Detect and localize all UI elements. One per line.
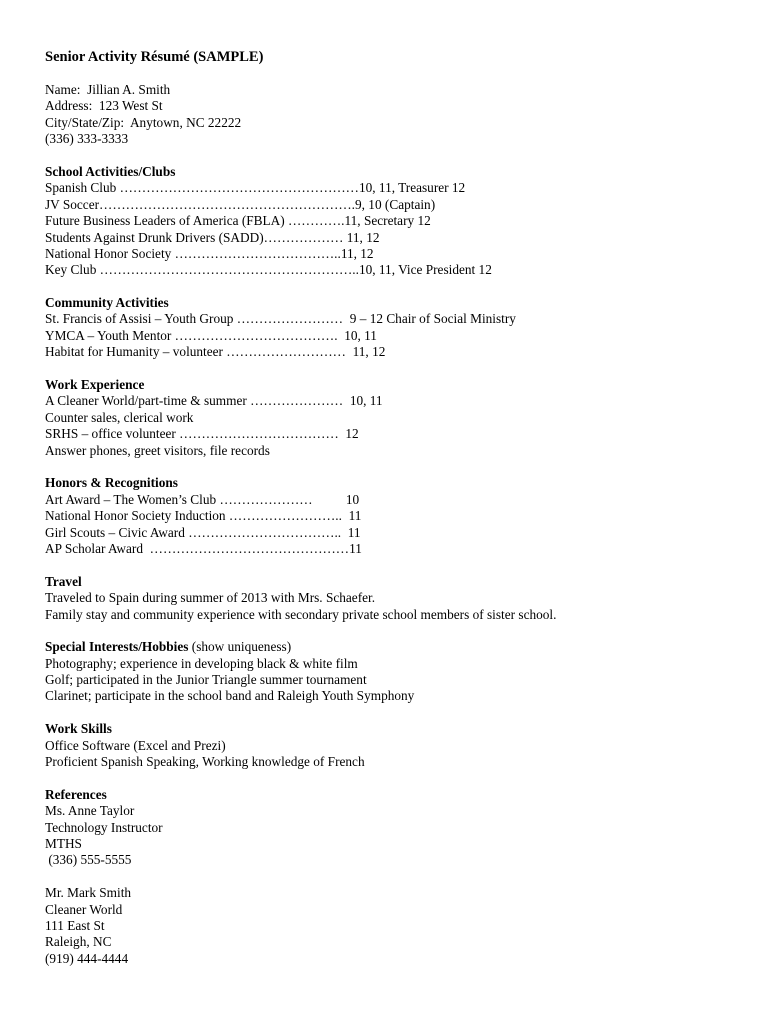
contact-phone: (336) 333-3333 <box>45 131 129 147</box>
contact-block <box>45 82 745 148</box>
section-heading: School Activities/Clubs <box>45 163 176 179</box>
spacer <box>45 705 745 721</box>
references-section <box>45 787 745 967</box>
travel-line: Traveled to Spain during summer of 2013 with Mrs. Schaefer. <box>45 590 376 606</box>
section-heading: Honors & Recognitions <box>45 475 178 491</box>
activity-line: Habitat for Humanity – volunteer ……………………… 11, 12 <box>45 344 386 360</box>
activity-line: National Honor Society ………………………………..11, 12 <box>45 245 374 261</box>
interest-line: Golf; participated in the Junior Triangle summer tournament <box>45 672 367 688</box>
community-activities-section <box>45 295 745 361</box>
activity-line: Students Against Drunk Drivers (SADD)……………… 11, 12 <box>45 229 380 245</box>
spacer <box>45 770 745 786</box>
work-line: SRHS – office volunteer ……………………………… 12 <box>45 426 359 442</box>
contact-address: Address: 123 West St <box>45 98 163 114</box>
reference-line: Ms. Anne Taylor <box>45 803 135 819</box>
contact-name: Name: Jillian A. Smith <box>45 82 171 97</box>
reference-line: (336) 555-5555 <box>45 852 132 868</box>
honor-line: Girl Scouts – Civic Award …………………………….. 11 <box>45 524 361 540</box>
section-heading: Work Experience <box>45 377 145 393</box>
work-line: Answer phones, greet visitors, file records <box>45 442 270 458</box>
school-activities-section <box>45 164 745 279</box>
skill-line: Office Software (Excel and Prezi) <box>45 737 226 753</box>
activity-line: Future Business Leaders of America (FBLA) ………….11, Secretary 12 <box>45 213 431 229</box>
reference-2 <box>45 885 745 967</box>
work-experience-section <box>45 377 745 459</box>
section-heading: Travel <box>45 573 82 589</box>
section-heading: Work Skills <box>45 721 112 737</box>
spacer <box>45 459 745 475</box>
work-skills-section <box>45 721 745 770</box>
reference-line: 111 East St <box>45 917 105 933</box>
interests-section <box>45 639 745 705</box>
honor-line: AP Scholar Award ………………………………………11 <box>45 540 362 556</box>
travel-section <box>45 574 745 623</box>
reference-line: Raleigh, NC <box>45 934 112 950</box>
reference-1 <box>45 803 745 869</box>
reference-line: Cleaner World <box>45 901 123 917</box>
spacer <box>45 557 745 573</box>
honor-line: National Honor Society Induction …………………….. 11 <box>45 508 362 524</box>
spacer <box>45 279 745 295</box>
spacer <box>45 68 745 82</box>
spacer <box>45 361 745 377</box>
section-heading-row <box>45 639 745 655</box>
reference-line: Technology Instructor <box>45 819 163 835</box>
activity-line: Spanish Club ………………………………………………10, 11, Treasurer 12 <box>45 180 466 196</box>
travel-line: Family stay and community experience with secondary private school members of sister school. <box>45 606 557 622</box>
spacer <box>45 148 745 164</box>
reference-line: Mr. Mark Smith <box>45 885 132 901</box>
reference-line: MTHS <box>45 835 82 851</box>
section-heading: References <box>45 786 107 802</box>
honor-line: Art Award – The Women’s Club ………………… 10 <box>45 491 360 507</box>
resume-document <box>45 46 745 967</box>
interest-line: Clarinet; participate in the school band and Raleigh Youth Symphony <box>45 688 415 704</box>
spacer <box>45 869 745 885</box>
activity-line: YMCA – Youth Mentor ………………………………. 10, 11 <box>45 327 377 343</box>
reference-line: (919) 444-4444 <box>45 950 129 966</box>
work-line: Counter sales, clerical work <box>45 409 194 425</box>
activity-line: St. Francis of Assisi – Youth Group …………………… 9 – 12 Chair of Social Ministry <box>45 311 516 327</box>
section-note: (show uniqueness) <box>188 639 292 655</box>
section-heading: Community Activities <box>45 295 169 311</box>
interest-line: Photography; experience in developing black & white film <box>45 655 358 671</box>
skill-line: Proficient Spanish Speaking, Working knowledge of French <box>45 754 365 770</box>
contact-city-state-zip: City/State/Zip: Anytown, NC 22222 <box>45 114 242 130</box>
activity-line: Key Club …………………………………………………..10, 11, Vice President 12 <box>45 262 492 278</box>
spacer <box>45 623 745 639</box>
activity-line: JV Soccer………………………………………………….9, 10 (Captain) <box>45 196 436 212</box>
honors-section <box>45 475 745 557</box>
section-heading: Special Interests/Hobbies <box>45 639 189 655</box>
document-title: Senior Activity Résumé (SAMPLE) <box>45 49 264 65</box>
work-line: A Cleaner World/part-time & summer ………………… 10, 11 <box>45 393 383 409</box>
